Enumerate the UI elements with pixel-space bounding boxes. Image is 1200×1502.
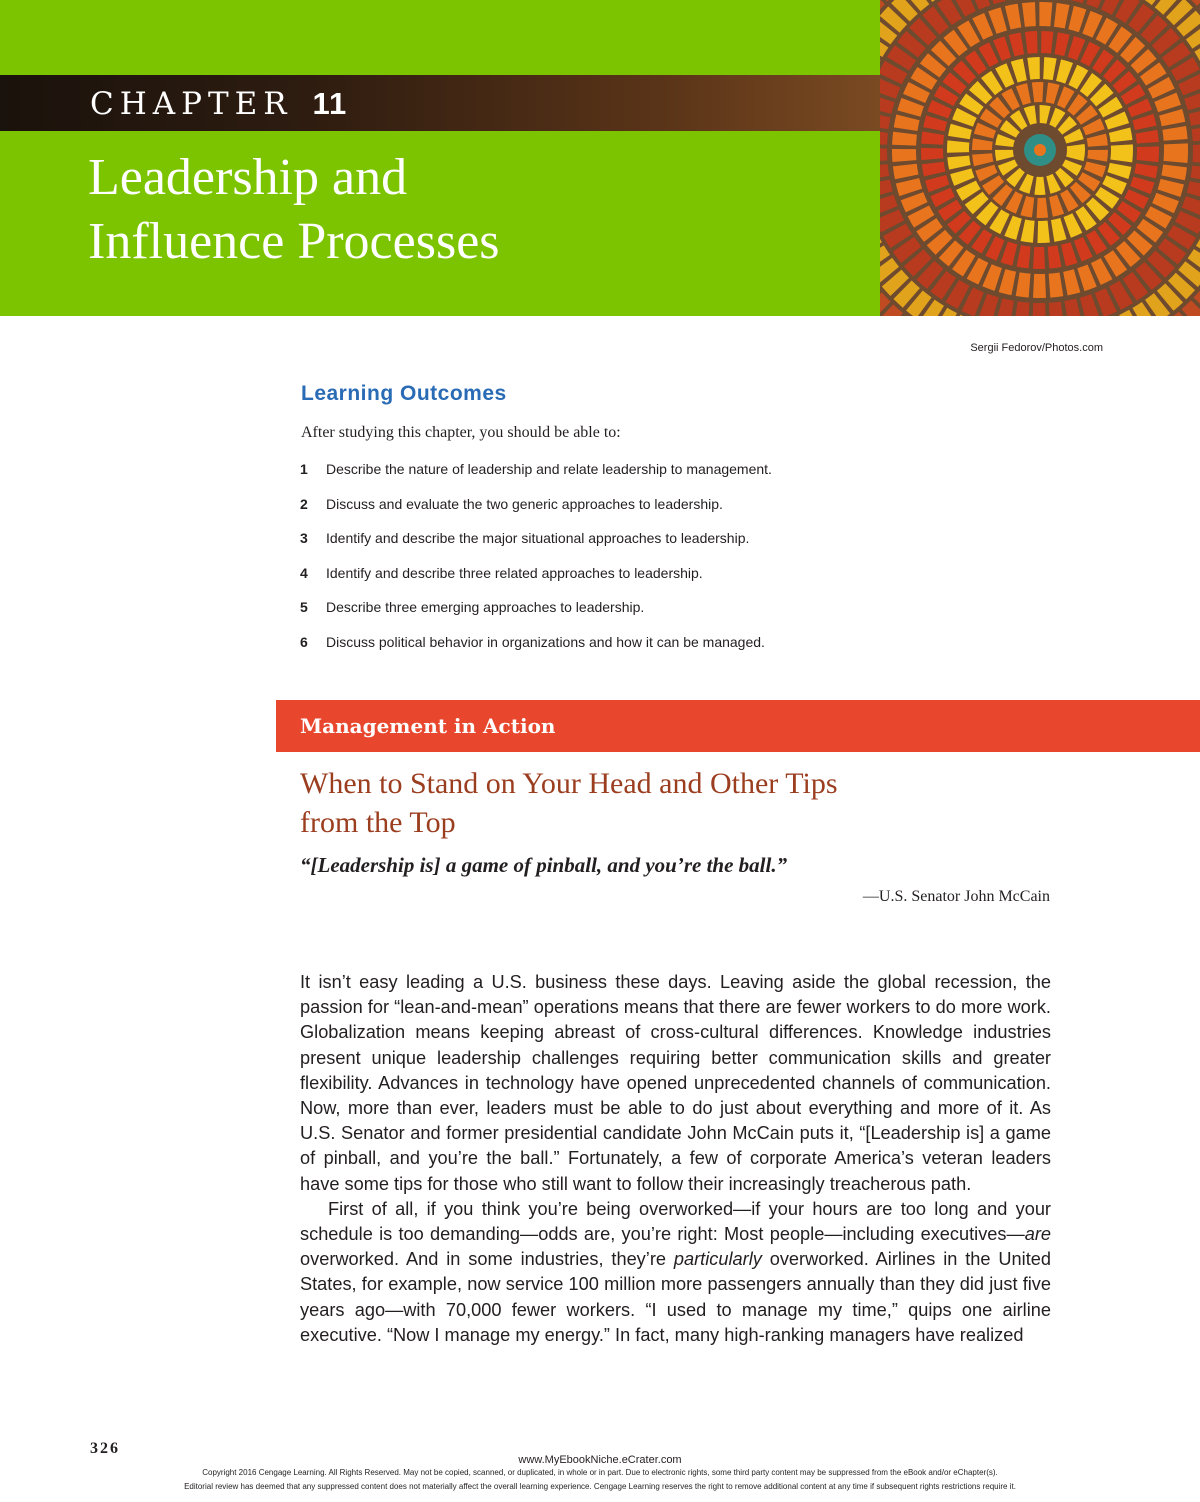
chapter-label (90, 84, 347, 124)
chapter-title-line: Leadership and (88, 149, 408, 206)
chapter-title (88, 146, 868, 274)
copyright-notice: Copyright 2016 Cengage Learning. All Rights Reserved. May not be copied, scanned, or duplicated, in whole or in part. Due to electronic rights, some third party content may be suppressed from the eBook and/or eChapter(s). (202, 1468, 998, 1477)
mosaic-spiral-image (880, 0, 1200, 316)
learning-outcome-item (300, 458, 1080, 493)
body-text-run: First of all, if you think you’re being overworked—if your hours are too long and your schedule is too demanding—odds are, you’re right: Most people—including executives— (300, 1198, 1051, 1245)
body-italic-run: are (1024, 1224, 1051, 1245)
learning-outcomes-list (300, 458, 1080, 665)
learning-outcome-item (300, 562, 1080, 597)
story-title (300, 764, 1000, 842)
outcome-text: Discuss political behavior in organizations and how it can be managed. (326, 633, 765, 650)
outcome-number: 2 (300, 495, 308, 512)
copyright-notice: Editorial review has deemed that any suppressed content does not materially affect the overall learning experience. Cengage Learning reserves the right to remove additional content at any time if subsequent rights restrictions require it. (184, 1482, 1016, 1491)
body-text-run: overworked. And in some industries, they’re (300, 1249, 674, 1270)
outcome-number: 4 (300, 564, 308, 581)
learning-outcome-item (300, 493, 1080, 528)
story-title-line: When to Stand on Your Head and Other Tips (300, 767, 838, 800)
management-in-action-label: Management in Action (300, 714, 556, 738)
outcome-text: Identify and describe three related approaches to leadership. (326, 564, 703, 581)
chapter-title-line: Influence Processes (88, 213, 500, 270)
outcome-number: 3 (300, 530, 308, 546)
learning-outcomes-heading: Learning Outcomes (301, 382, 507, 405)
chapter-word: CHAPTER (90, 86, 293, 122)
outcome-number: 5 (300, 599, 308, 615)
learning-outcome-item (300, 631, 1080, 666)
photo-credit: Sergii Fedorov/Photos.com (970, 342, 1103, 354)
outcome-number: 6 (300, 633, 308, 650)
outcome-text: Describe the nature of leadership and relate leadership to management. (326, 461, 772, 477)
page-number: 326 (90, 1440, 120, 1457)
article-body (300, 970, 1051, 1348)
epigraph-quote: “[Leadership is] a game of pinball, and you’re the ball.” (300, 853, 788, 877)
body-text-run: overworked. Airlines in the United States, for example, now service 100 million more passengers annually than they did just five years ago—with 70,000 fewer workers. “I used to manage my time,” quips one airline executive. “Now I manage my energy.” In fact, many high-ranking managers have realized (300, 1249, 1051, 1345)
mosaic-photo (880, 0, 1200, 316)
outcome-text: Describe three emerging approaches to leadership. (326, 599, 645, 615)
story-title-line: from the Top (300, 806, 456, 839)
body-paragraph: It isn’t easy leading a U.S. business these days. Leaving aside the global recession, the passion for “lean-and-mean” operations means that there are fewer workers to do more work. Globalization means keeping abreast of cross-cultural differences. Knowledge industries present unique leadership challenges requiring better communication skills and greater flexibility. Advances in technology have opened unprecedented channels of communication. Now, more than ever, leaders must be able to do just about everything and more of it. As U.S. Senator and former presidential candidate John McCain puts it, “[Leadership is] a game of pinball, and you’re the ball.” Fortunately, a few of corporate America’s veteran leaders have some tips for those who still want to follow their increasingly treacherous path. (300, 972, 1051, 1194)
outcome-text: Identify and describe the major situational approaches to leadership. (326, 530, 750, 546)
outcome-text: Discuss and evaluate the two generic approaches to leadership. (326, 495, 723, 512)
watermark-url: www.MyEbookNiche.eCrater.com (518, 1454, 682, 1466)
learning-outcome-item (300, 596, 1080, 631)
body-italic-run: particularly (673, 1249, 762, 1270)
body-paragraph (300, 1197, 1051, 1348)
epigraph-attribution: —U.S. Senator John McCain (862, 888, 1050, 905)
chapter-number: 11 (312, 86, 348, 121)
outcome-number: 1 (300, 461, 308, 477)
learning-outcome-item (300, 527, 1080, 562)
learning-outcomes-intro: After studying this chapter, you should be able to: (301, 424, 621, 441)
